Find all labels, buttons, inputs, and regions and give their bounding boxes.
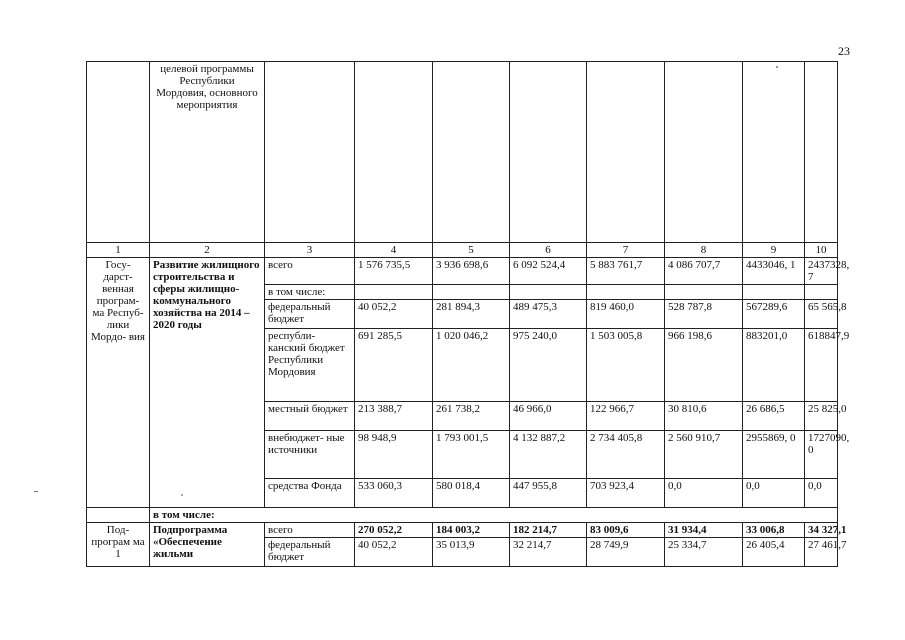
value-cell: 46 966,0 [510, 402, 587, 431]
value-cell: 261 738,2 [433, 402, 510, 431]
value-cell: 33 006,8 [743, 523, 805, 538]
value-cell: 1 503 005,8 [587, 329, 665, 402]
value-cell: 65 565,8 [805, 300, 838, 329]
column-number: 8 [665, 243, 743, 258]
value-cell: 966 198,6 [665, 329, 743, 402]
column-number: 1 [87, 243, 150, 258]
table-row [87, 258, 838, 285]
row-label: в том числе: [265, 285, 355, 300]
value-cell: 1 020 046,2 [433, 329, 510, 402]
subprogram-type-cell: Под- програм ма 1 [87, 523, 150, 567]
value-cell: 2437328, 7 [805, 258, 838, 285]
header-cell [355, 62, 433, 243]
value-cell: 28 749,9 [587, 538, 665, 567]
value-cell: 975 240,0 [510, 329, 587, 402]
value-cell: 2 734 405,8 [587, 431, 665, 479]
value-cell: 0,0 [743, 479, 805, 508]
value-cell [743, 285, 805, 300]
value-cell: 528 787,8 [665, 300, 743, 329]
header-cell [87, 62, 150, 243]
value-cell: 26 405,4 [743, 538, 805, 567]
value-cell: 32 214,7 [510, 538, 587, 567]
value-cell: 213 388,7 [355, 402, 433, 431]
value-cell [355, 285, 433, 300]
value-cell: 25 825,0 [805, 402, 838, 431]
value-cell: 0,0 [665, 479, 743, 508]
header-cell-program-name: целевой программы Республики Мордовия, основного мероприятия [150, 62, 265, 243]
row-label: средства Фонда [265, 479, 355, 508]
section-label: в том числе: [150, 508, 838, 523]
value-cell [433, 285, 510, 300]
value-cell: 281 894,3 [433, 300, 510, 329]
header-cell [665, 62, 743, 243]
column-number: 3 [265, 243, 355, 258]
value-cell: 567289,6 [743, 300, 805, 329]
value-cell: 4433046, 1 [743, 258, 805, 285]
value-cell: 3 936 698,6 [433, 258, 510, 285]
value-cell: 182 214,7 [510, 523, 587, 538]
value-cell: 184 003,2 [433, 523, 510, 538]
value-cell: 691 285,5 [355, 329, 433, 402]
row-label: всего [265, 258, 355, 285]
value-cell: 35 013,9 [433, 538, 510, 567]
header-row [87, 62, 838, 243]
value-cell: 122 966,7 [587, 402, 665, 431]
header-cell [433, 62, 510, 243]
value-cell [587, 285, 665, 300]
value-cell: 489 475,3 [510, 300, 587, 329]
value-cell: 580 018,4 [433, 479, 510, 508]
scan-mark [34, 491, 38, 492]
header-cell [510, 62, 587, 243]
program-type-cell: Госу- дарст- венная програм- ма Респуб- лики Мордо- вия [87, 258, 150, 508]
column-number: 7 [587, 243, 665, 258]
row-label: федеральный бюджет [265, 300, 355, 329]
column-number-row [87, 243, 838, 258]
value-cell: 703 923,4 [587, 479, 665, 508]
subprogram-title-cell: Подпрограмма «Обеспечение жильми [150, 523, 265, 567]
header-cell [805, 62, 838, 243]
value-cell: 2 560 910,7 [665, 431, 743, 479]
value-cell: 533 060,3 [355, 479, 433, 508]
value-cell: 819 460,0 [587, 300, 665, 329]
value-cell: 0,0 [805, 479, 838, 508]
column-number: 6 [510, 243, 587, 258]
value-cell [665, 285, 743, 300]
value-cell: 31 934,4 [665, 523, 743, 538]
header-cell [265, 62, 355, 243]
value-cell: 40 052,2 [355, 300, 433, 329]
column-number: 9 [743, 243, 805, 258]
value-cell: 34 327,1 [805, 523, 838, 538]
value-cell: 4 132 887,2 [510, 431, 587, 479]
value-cell: 98 948,9 [355, 431, 433, 479]
value-cell: 30 810,6 [665, 402, 743, 431]
value-cell: 618847,9 [805, 329, 838, 402]
value-cell: 4 086 707,7 [665, 258, 743, 285]
row-label: местный бюджет [265, 402, 355, 431]
value-cell: 25 334,7 [665, 538, 743, 567]
row-label: федеральный бюджет [265, 538, 355, 567]
value-cell: 5 883 761,7 [587, 258, 665, 285]
header-cell [743, 62, 805, 243]
column-number: 10 [805, 243, 838, 258]
value-cell: 1727090, 0 [805, 431, 838, 479]
program-title-cell: Развитие жилищного строительства и сферы жилищно- коммунального хозяйства на 2014 – 2020 годы [150, 258, 265, 508]
row-label: республи- канский бюджет Республики Мордовия [265, 329, 355, 402]
value-cell: 83 009,6 [587, 523, 665, 538]
value-cell [510, 285, 587, 300]
column-number: 5 [433, 243, 510, 258]
value-cell: 1 793 001,5 [433, 431, 510, 479]
table-row [87, 523, 838, 538]
row-label: внебюджет- ные источники [265, 431, 355, 479]
row-label: всего [265, 523, 355, 538]
row-label [87, 508, 150, 523]
value-cell: 2955869, 0 [743, 431, 805, 479]
column-number: 2 [150, 243, 265, 258]
budget-table [86, 61, 850, 567]
value-cell [805, 285, 838, 300]
value-cell: 1 576 735,5 [355, 258, 433, 285]
table-row [87, 508, 838, 523]
value-cell: 883201,0 [743, 329, 805, 402]
column-number: 4 [355, 243, 433, 258]
value-cell: 447 955,8 [510, 479, 587, 508]
value-cell: 270 052,2 [355, 523, 433, 538]
page-number: 23 [838, 44, 850, 58]
value-cell: 26 686,5 [743, 402, 805, 431]
header-cell [587, 62, 665, 243]
value-cell: 6 092 524,4 [510, 258, 587, 285]
value-cell: 27 461,7 [805, 538, 838, 567]
value-cell: 40 052,2 [355, 538, 433, 567]
